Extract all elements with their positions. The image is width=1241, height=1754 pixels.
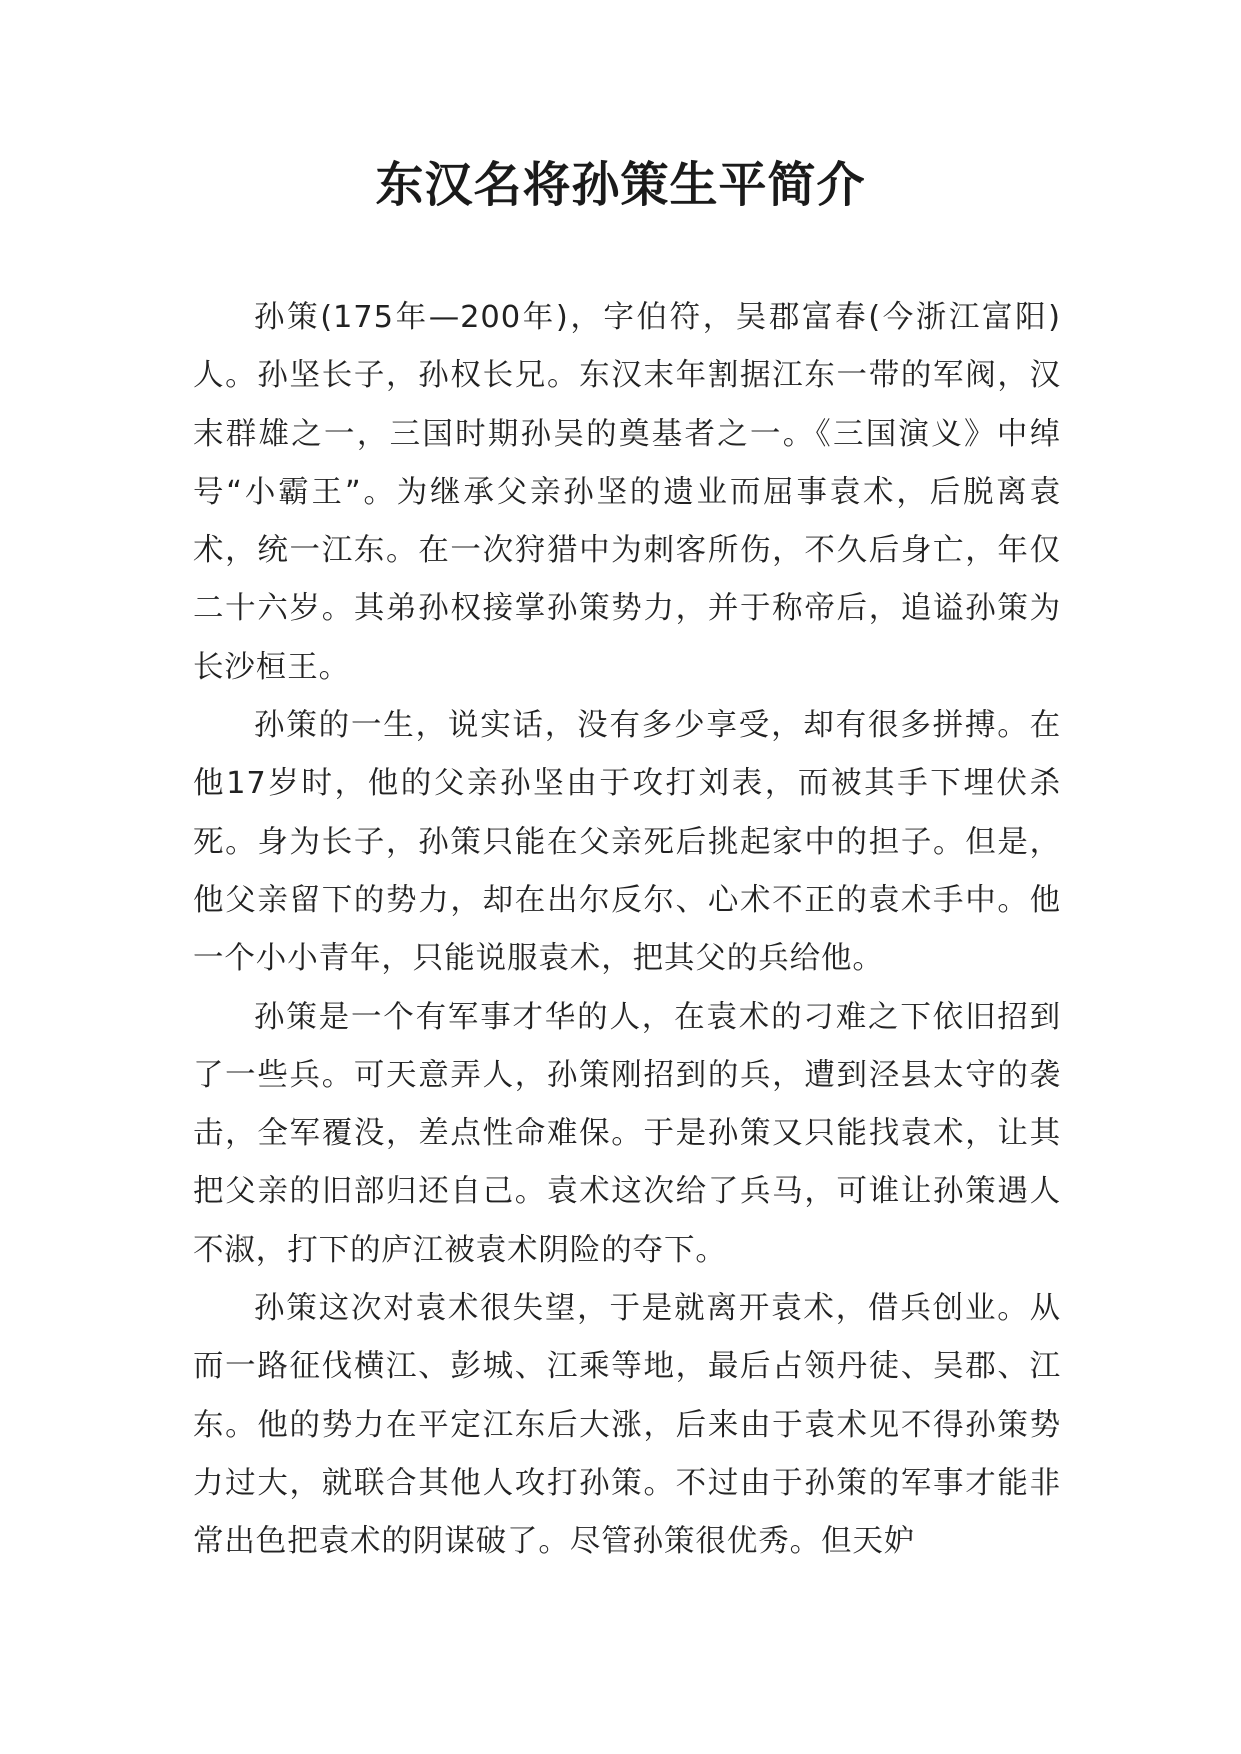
document-body [193, 289, 1061, 1572]
paragraph-2: 孙策的一生，说实话，没有多少享受，却有很多拼搏。在他17岁时，他的父亲孙坚由于攻打刘表，而被其手下埋伏杀死。身为长子，孙策只能在父亲死后挑起家中的担子。但是，他父亲留下的势力，却在出尔反尔、心术不正的袁术手中。他一个小小青年，只能说服袁术，把其父的兵给他。 [193, 708, 1061, 977]
paragraph-3: 孙策是一个有军事才华的人，在袁术的刁难之下依旧招到了一些兵。可天意弄人，孙策刚招到的兵，遭到泾县太守的袭击，全军覆没，差点性命难保。于是孙策又只能找袁术，让其把父亲的旧部归还自己。袁术这次给了兵马，可谁让孙策遇人不淑，打下的庐江被袁术阴险的夺下。 [193, 999, 1061, 1268]
document-title: 东汉名将孙策生平简介 [375, 157, 866, 213]
paragraph-4: 孙策这次对袁术很失望，于是就离开袁术，借兵创业。从而一路征伐横江、彭城、江乘等地，最后占领丹徒、吴郡、江东。他的势力在平定江东后大涨，后来由于袁术见不得孙策势力过大，就联合其他人攻打孙策。不过由于孙策的军事才能非常出色把袁术的阴谋破了。尽管孙策很优秀。但天妒 [193, 1291, 1061, 1560]
paragraph-1: 孙策(175年—200年)，字伯符，吴郡富春(今浙江富阳)人。孙坚长子，孙权长兄。东汉末年割据江东一带的军阀，汉末群雄之一，三国时期孙吴的奠基者之一。《三国演义》中绰号“小霸王”。为继承父亲孙坚的遗业而屈事袁术，后脱离袁术，统一江东。在一次狩猎中为刺客所伤，不久后身亡，年仅二十六岁。其弟孙权接掌孙策势力，并于称帝后，追谥孙策为长沙桓王。 [193, 300, 1061, 685]
